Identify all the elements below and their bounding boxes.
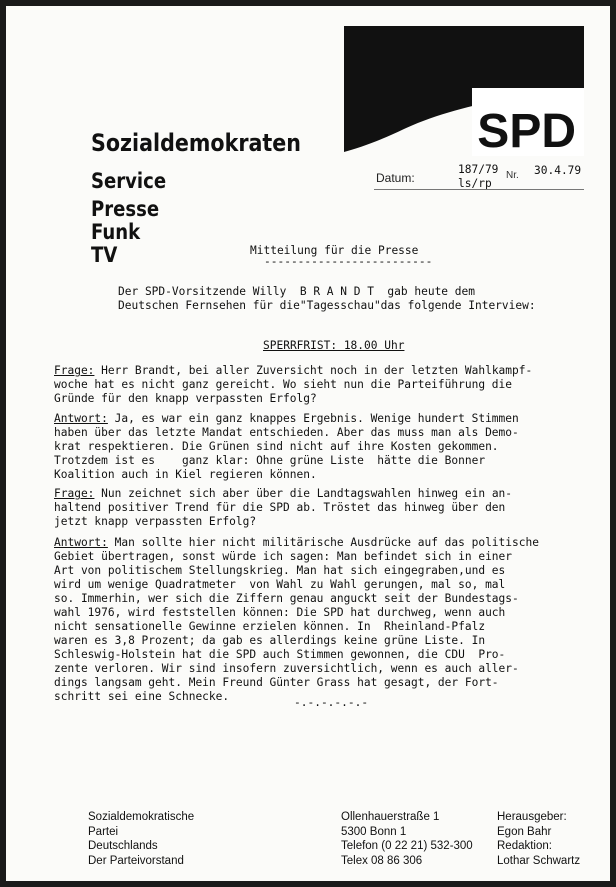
date-rule (374, 189, 584, 190)
footer-line: Telex 08 86 306 (341, 854, 423, 867)
question-2 (54, 487, 512, 529)
logo-text: SPD (477, 105, 576, 156)
footer-organization (88, 810, 194, 868)
brand-heading: Sozialdemokraten (91, 129, 301, 157)
question-1 (54, 364, 532, 406)
funk-heading: Funk (91, 220, 141, 244)
question-label: Frage: (54, 364, 95, 377)
reference-initials: ls/rp (458, 177, 492, 190)
footer-line: Herausgeber: (497, 811, 567, 823)
answer-text: haben über das letzte Mandat entschieden. Aber das muss man als Demo- krat respektieren. Die Grünen sind nicht auf ihre Kosten gekommen. Trotzdem ist es ganz klar: Ohne grüne Liste hätte die Bonner Koalition auch in Kiel regieren können. (54, 426, 519, 481)
intro-line-2: Deutschen Fernsehen für die"Tagesschau"das folgende Interview: (118, 299, 536, 312)
tv-heading: TV (91, 243, 118, 267)
service-heading: Service (91, 169, 167, 193)
answer-2 (54, 536, 539, 704)
question-text: woche hat es nicht ganz gereicht. Wo sieht nun die Parteiführung die Gründe für den knapp verpassten Erfolg? (54, 378, 513, 405)
footer-line: Lothar Schwartz (497, 854, 581, 867)
answer-first-line: Ja, es war ein ganz knappes Ergebnis. Wenige hundert Stimmen (107, 412, 519, 425)
intro-text (118, 285, 536, 313)
answer-text: Gebiet übertragen, sonst würde ich sagen: Man befindet sich in einer Art von politischem Stellungskrieg. Man hat sich eingegraben,und es wird um wenige Quadratmeter von Wahl zu Wahl gerungen, mal so, mal so. Immerhin, wer sich die Ziffern genau anguckt seit der Bundestags- wahl 1976, wird feststellen können: Die SPD hat durchweg, wenn auch nicht sensationelle Gewinne erzielen können. In Rheinland-Pfalz waren es 3,8 Prozent; da gab es allerdings keine grüne Liste. In Schleswig-Holstein hat die SPD auch Stimmen gewonnen, die CDU Pro- zente verloren. Wir sind insofern zuversichtlich, wenn es auch aller- dings langsam geht. Mein Freund Günter Grass hat gesagt, der Fort- schritt sei eine Schnecke. (54, 550, 519, 703)
spd-logo (344, 26, 584, 156)
footer-line: Redaktion: (497, 840, 552, 852)
footer-address (341, 810, 473, 868)
footer-line: Deutschlands (88, 840, 158, 852)
answer-1 (54, 412, 519, 482)
reference-number-line1: 187/79 (458, 163, 499, 176)
answer-label: Antwort: (54, 412, 108, 425)
footer-line: 5300 Bonn 1 (341, 825, 407, 838)
footer-line: Sozialdemokratische (88, 811, 195, 823)
document-title: Mitteilung für die Presse (250, 244, 419, 257)
footer-line: Egon Bahr (497, 825, 552, 838)
press-release-page (6, 6, 610, 881)
embargo-line: SPERRFRIST: 18.00 Uhr (263, 339, 405, 352)
footer-line: Der Parteivorstand (88, 854, 184, 867)
answer-first-line: Man sollte hier nicht militärische Ausdrücke auf das politische (107, 536, 539, 549)
presse-heading: Presse (91, 197, 160, 221)
answer-label: Antwort: (54, 536, 108, 549)
question-first-line: Nun zeichnet sich aber über die Landtagswahlen hinweg ein an- (94, 487, 513, 500)
footer-line: Partei (88, 825, 119, 838)
document-date: 30.4.79 (534, 164, 582, 177)
reference-number (458, 163, 498, 191)
footer-line: Ollenhauerstraße 1 (341, 811, 440, 823)
intro-line-1: Der SPD-Vorsitzende Willy B R A N D T gab heute dem (118, 285, 475, 298)
end-mark: -.-.-.-.-.- (294, 696, 369, 709)
question-text: haltend positiver Trend für die SPD ab. Tröstet das hinweg über den jetzt knapp verpassten Erfolg? (54, 501, 506, 528)
title-rule: ------------------------- (264, 255, 433, 268)
datum-label: Datum: (376, 171, 415, 185)
question-label: Frage: (54, 487, 95, 500)
question-first-line: Herr Brandt, bei aller Zuversicht noch in der letzten Wahlkampf- (94, 364, 533, 377)
footer-line: Telefon (0 22 21) 532-300 (341, 840, 473, 852)
footer-editors (497, 810, 580, 868)
nr-label: Nr. (506, 170, 519, 181)
